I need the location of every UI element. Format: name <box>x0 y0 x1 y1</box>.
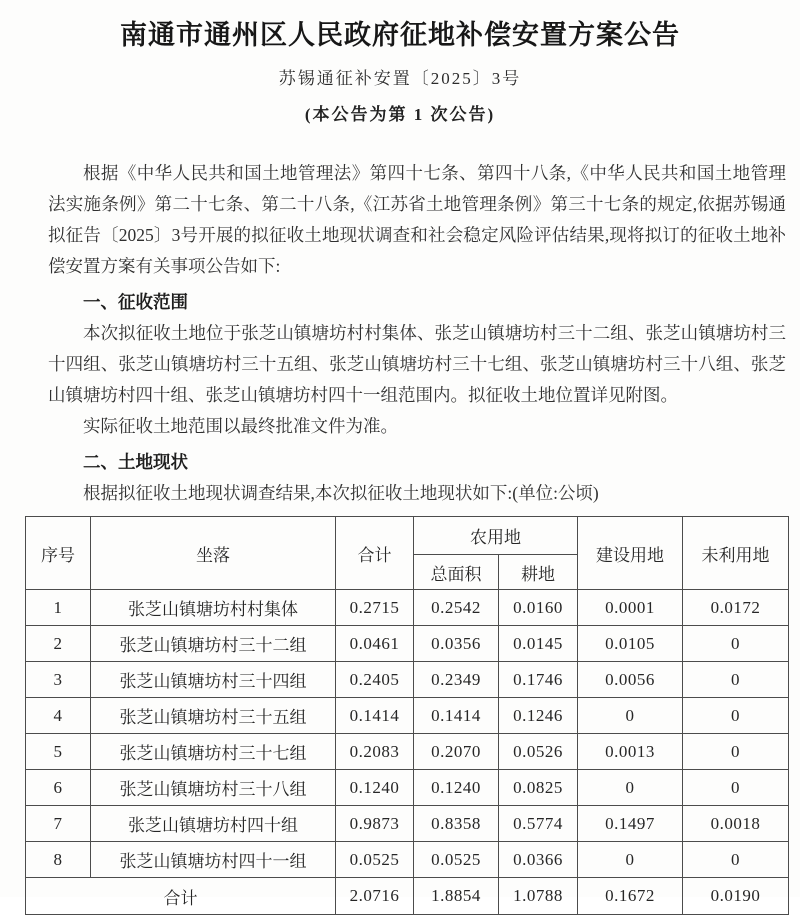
cell-total: 0.1414 <box>336 698 414 734</box>
total-cell-construction: 0.1672 <box>578 878 683 915</box>
total-cell-cultivated: 1.0788 <box>499 878 578 915</box>
cell-unused: 0 <box>683 626 789 662</box>
total-label-cell: 合计 <box>26 878 336 915</box>
cell-location: 张芝山镇塘坊村四十一组 <box>91 842 336 878</box>
cell-total: 0.2405 <box>336 662 414 698</box>
cell-agri-total: 0.2542 <box>414 590 499 626</box>
col-header-location: 坐落 <box>91 517 336 590</box>
col-header-agri-total: 总面积 <box>414 555 499 590</box>
cell-construction: 0 <box>578 770 683 806</box>
cell-location: 张芝山镇塘坊村三十七组 <box>91 734 336 770</box>
cell-agri-total: 0.0525 <box>414 842 499 878</box>
cell-cultivated: 0.0160 <box>499 590 578 626</box>
cell-location: 张芝山镇塘坊村三十二组 <box>91 626 336 662</box>
cell-seq: 5 <box>26 734 91 770</box>
total-cell-total: 2.0716 <box>336 878 414 915</box>
section-1-paragraph-2: 实际征收土地范围以最终批准文件为准。 <box>83 416 398 436</box>
cell-total: 0.9873 <box>336 806 414 842</box>
cell-construction: 0.1497 <box>578 806 683 842</box>
document-number: 苏锡通征补安置〔2025〕3号 <box>278 69 522 88</box>
cell-total: 0.2083 <box>336 734 414 770</box>
total-cell-unused: 0.0190 <box>683 878 789 915</box>
col-header-construction: 建设用地 <box>578 517 683 590</box>
cell-agri-total: 0.1240 <box>414 770 499 806</box>
col-header-unused: 未利用地 <box>683 517 789 590</box>
col-header-agricultural: 农用地 <box>414 517 578 555</box>
cell-cultivated: 0.0145 <box>499 626 578 662</box>
table-row <box>26 698 789 734</box>
table-header-row-1 <box>26 517 789 555</box>
col-header-seq: 序号 <box>26 517 91 590</box>
cell-cultivated: 0.0825 <box>499 770 578 806</box>
cell-construction: 0.0056 <box>578 662 683 698</box>
table-row <box>26 662 789 698</box>
cell-seq: 4 <box>26 698 91 734</box>
cell-unused: 0.0172 <box>683 590 789 626</box>
cell-agri-total: 0.1414 <box>414 698 499 734</box>
col-header-cultivated: 耕地 <box>499 555 578 590</box>
cell-total: 0.1240 <box>336 770 414 806</box>
cell-construction: 0 <box>578 842 683 878</box>
land-status-table <box>25 516 789 915</box>
cell-seq: 3 <box>26 662 91 698</box>
cell-seq: 1 <box>26 590 91 626</box>
cell-unused: 0 <box>683 734 789 770</box>
table-row <box>26 806 789 842</box>
cell-cultivated: 0.1746 <box>499 662 578 698</box>
cell-unused: 0 <box>683 662 789 698</box>
cell-seq: 2 <box>26 626 91 662</box>
document-body <box>48 158 786 509</box>
cell-total: 0.2715 <box>336 590 414 626</box>
cell-unused: 0.0018 <box>683 806 789 842</box>
col-header-total: 合计 <box>336 517 414 590</box>
cell-location: 张芝山镇塘坊村四十组 <box>91 806 336 842</box>
cell-cultivated: 0.1246 <box>499 698 578 734</box>
table-row <box>26 770 789 806</box>
cell-total: 0.0461 <box>336 626 414 662</box>
document-title: 南通市通州区人民政府征地补偿安置方案公告 <box>120 20 680 50</box>
notice-sequence: (本公告为第 1 次公告) <box>304 105 496 124</box>
cell-location: 张芝山镇塘坊村村集体 <box>91 590 336 626</box>
total-cell-agri-total: 1.8854 <box>414 878 499 915</box>
cell-agri-total: 0.0356 <box>414 626 499 662</box>
cell-cultivated: 0.0526 <box>499 734 578 770</box>
cell-unused: 0 <box>683 770 789 806</box>
cell-total: 0.0525 <box>336 842 414 878</box>
cell-location: 张芝山镇塘坊村三十四组 <box>91 662 336 698</box>
section-2-heading: 二、土地现状 <box>83 452 188 472</box>
table-row <box>26 590 789 626</box>
cell-seq: 8 <box>26 842 91 878</box>
cell-construction: 0.0001 <box>578 590 683 626</box>
cell-location: 张芝山镇塘坊村三十八组 <box>91 770 336 806</box>
table-row <box>26 626 789 662</box>
cell-construction: 0.0013 <box>578 734 683 770</box>
intro-paragraph: 根据《中华人民共和国土地管理法》第四十七条、第四十八条,《中华人民共和国土地管理法实施条例》第二十七条、第二十八条,《江苏省土地管理条例》第三十七条的规定,依据苏锡通拟征告〔2025〕3号开展的拟征收土地现状调查和社会稳定风险评估结果,现将拟订的征收土地补偿安置方案有关事项公告如下: <box>48 163 786 276</box>
section-2-intro: 根据拟征收土地现状调查结果,本次拟征收土地现状如下:(单位:公顷) <box>83 483 599 503</box>
table-total-row <box>26 878 789 915</box>
cell-agri-total: 0.8358 <box>414 806 499 842</box>
cell-agri-total: 0.2349 <box>414 662 499 698</box>
section-1-heading: 一、征收范围 <box>83 292 188 312</box>
cell-cultivated: 0.5774 <box>499 806 578 842</box>
cell-location: 张芝山镇塘坊村三十五组 <box>91 698 336 734</box>
section-1-paragraph-1: 本次拟征收土地位于张芝山镇塘坊村村集体、张芝山镇塘坊村三十二组、张芝山镇塘坊村三十四组、张芝山镇塘坊村三十五组、张芝山镇塘坊村三十七组、张芝山镇塘坊村三十八组、张芝山镇塘坊村四十组、张芝山镇塘坊村四十一组范围内。拟征收土地位置详见附图。 <box>48 323 786 405</box>
cell-unused: 0 <box>683 698 789 734</box>
cell-cultivated: 0.0366 <box>499 842 578 878</box>
cell-construction: 0 <box>578 698 683 734</box>
cell-seq: 6 <box>26 770 91 806</box>
cell-seq: 7 <box>26 806 91 842</box>
table-row <box>26 734 789 770</box>
cell-construction: 0.0105 <box>578 626 683 662</box>
cell-agri-total: 0.2070 <box>414 734 499 770</box>
table-row <box>26 842 789 878</box>
cell-unused: 0 <box>683 842 789 878</box>
